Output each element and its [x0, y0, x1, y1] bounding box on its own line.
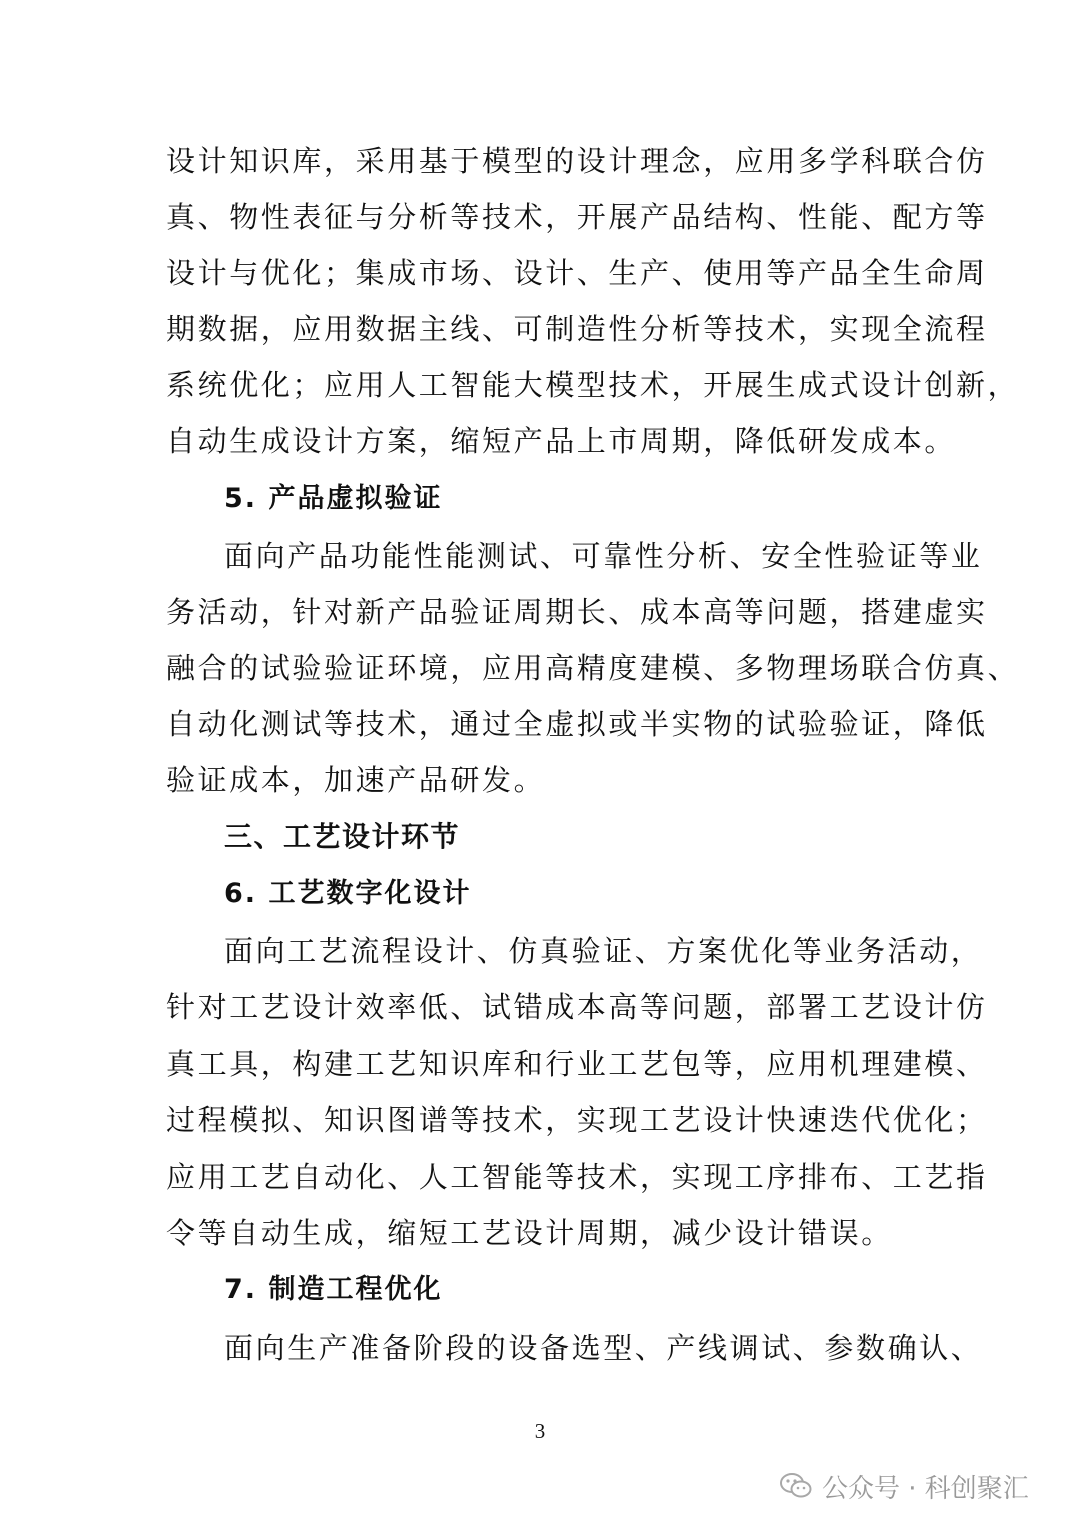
text-line: 设计知识库，采用基于模型的设计理念，应用多学科联合仿: [166, 144, 988, 178]
text-line: 系统优化；应用人工智能大模型技术，开展生成式设计创新，: [166, 368, 1020, 402]
text-line: 应用工艺自动化、人工智能等技术，实现工序排布、工艺指: [166, 1160, 988, 1194]
page-number: 3: [534, 1419, 546, 1443]
section-heading: 三、工艺设计环节: [224, 820, 461, 853]
text-line: 面向产品功能性能测试、可靠性分析、安全性验证等业: [224, 539, 983, 573]
watermark: [780, 1464, 1029, 1508]
text-line: 针对工艺设计效率低、试错成本高等问题，部署工艺设计仿: [166, 990, 988, 1024]
text-line: 自动生成设计方案，缩短产品上市周期，降低研发成本。: [166, 424, 957, 458]
subsection-heading-6: 6. 工艺数字化设计: [224, 878, 472, 909]
text-line: 期数据，应用数据主线、可制造性分析等技术，实现全流程: [166, 312, 988, 346]
text-line: 令等自动生成，缩短工艺设计周期，减少设计错误。: [166, 1216, 893, 1250]
text-line: 过程模拟、知识图谱等技术，实现工艺设计快速迭代优化；: [166, 1103, 988, 1137]
text-line: 自动化测试等技术，通过全虚拟或半实物的试验验证，降低: [166, 707, 988, 741]
subsection-heading-7: 7. 制造工程优化: [224, 1274, 443, 1305]
watermark-text: 公众号 · 科创聚汇: [822, 1473, 1029, 1504]
text-line: 真、物性表征与分析等技术，开展产品结构、性能、配方等: [166, 200, 988, 234]
text-line: 务活动，针对新产品验证周期长、成本高等问题，搭建虚实: [166, 595, 988, 629]
text-line: 面向工艺流程设计、仿真验证、方案优化等业务活动，: [224, 934, 983, 968]
text-line: 验证成本，加速产品研发。: [166, 763, 546, 797]
wechat-icon: [780, 1473, 812, 1499]
text-line: 设计与优化；集成市场、设计、生产、使用等产品全生命周: [166, 256, 988, 290]
text-line: 融合的试验验证环境，应用高精度建模、多物理场联合仿真、: [166, 651, 1020, 685]
text-line: 真工具，构建工艺知识库和行业工艺包等，应用机理建模、: [166, 1047, 988, 1081]
subsection-heading-5: 5. 产品虚拟验证: [224, 483, 443, 514]
text-line: 面向生产准备阶段的设备选型、产线调试、参数确认、: [224, 1331, 983, 1365]
